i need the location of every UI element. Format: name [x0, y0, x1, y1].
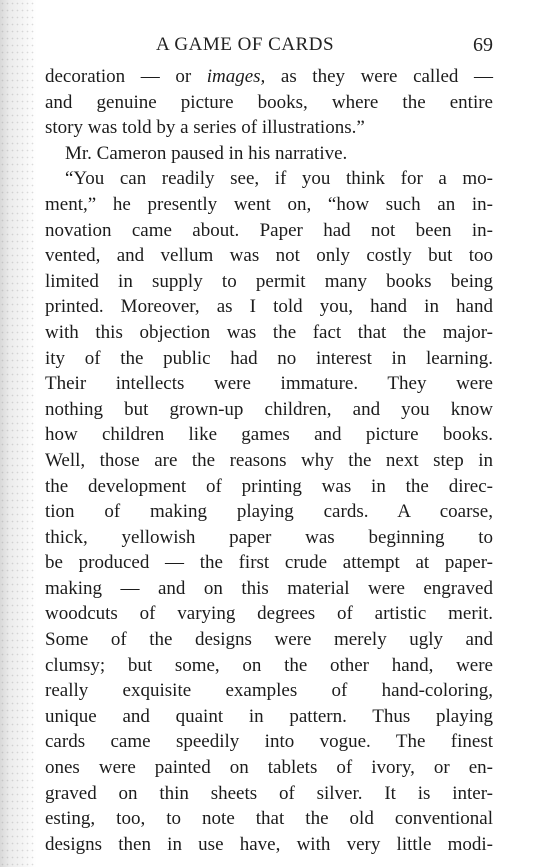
text-line: Their intellects were immature. They were [45, 373, 493, 395]
text-line: ones were painted on tablets of ivory, or en- [45, 757, 493, 779]
text-line: Well, those are the reasons why the next step in [45, 449, 493, 471]
text-line: novation came about. Paper had not been in- [45, 219, 493, 241]
text-line: really exquisite examples of hand-coloring, [45, 680, 493, 702]
text-line: vented, and vellum was not only costly but too [45, 245, 493, 267]
text-line: how children like games and picture books. [45, 424, 493, 446]
text-line: be produced — the first crude attempt at paper- [45, 552, 493, 574]
page-header [0, 34, 555, 58]
text-line: ity of the public had no interest in learning. [45, 347, 493, 369]
text-line: with this objection was the fact that the major- [45, 321, 493, 343]
text-line: woodcuts of varying degrees of artistic merit. [45, 603, 493, 625]
text-line: Some of the designs were merely ugly and [45, 629, 493, 651]
text-line: nothing but grown-up children, and you know [45, 398, 493, 420]
text-line: ment,” he presently went on, “how such an in- [45, 193, 493, 215]
text-line: Mr. Cameron paused in his narrative. [65, 142, 348, 164]
text-line: “You can readily see, if you think for a mo- [65, 168, 493, 190]
text-line: thick, yellowish paper was beginning to [45, 526, 493, 548]
body-text [45, 64, 493, 857]
text-line: esting, too, to note that the old conventional [45, 808, 493, 830]
text-line: tion of making playing cards. A coarse, [45, 501, 493, 523]
text-line: graved on thin sheets of silver. It is inter- [45, 782, 493, 804]
running-title: A GAME OF CARDS [156, 34, 335, 55]
text-line: clumsy; but some, on the other hand, were [45, 654, 493, 676]
text-line-1: decoration — or images, as they were called — [45, 66, 493, 87]
text-line: limited in supply to permit many books being [45, 270, 493, 292]
text-line: designs then in use have, with very little modi- [45, 833, 493, 855]
page-number: 69 [473, 34, 493, 56]
page-gutter-shadow [0, 0, 36, 867]
text-line: and genuine picture books, where the entire [45, 91, 493, 113]
text-line: making — and on this material were engraved [45, 577, 493, 599]
text-line: unique and quaint in pattern. Thus playing [45, 705, 493, 727]
text-line: the development of printing was in the direc- [45, 475, 493, 497]
text-line: story was told by a series of illustrations.” [45, 117, 365, 139]
text-line: cards came speedily into vogue. The finest [45, 731, 493, 753]
text-line: printed. Moreover, as I told you, hand in hand [45, 296, 493, 318]
italic-word: images, [206, 66, 266, 87]
